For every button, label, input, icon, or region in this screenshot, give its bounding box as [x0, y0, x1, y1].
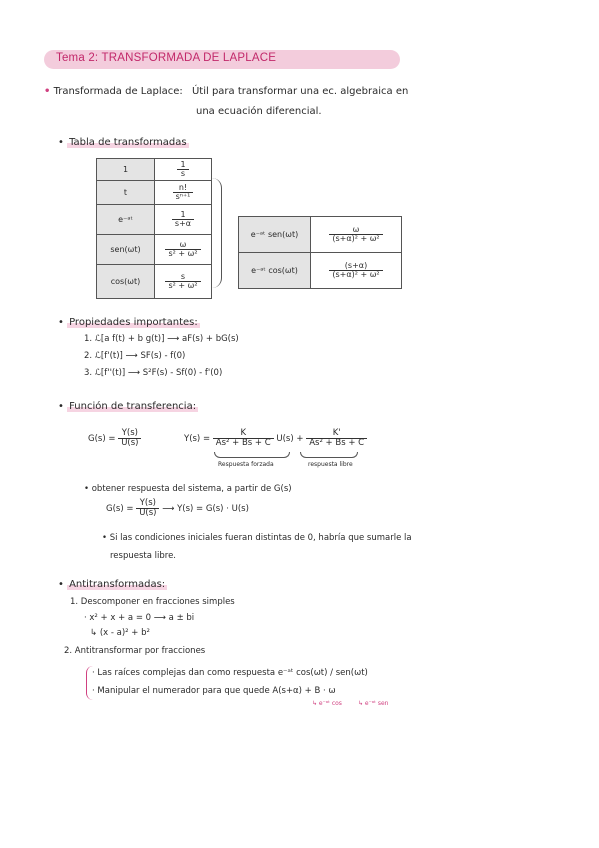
response-eq: Y(s) = $\frac{K}{\text{As² + Bs + C}}$ U(s) + $\frac{K'}{\text{As² + Bs + C}}$: [184, 429, 367, 448]
page-title: Tema 2: TRANSFORMADA DE LAPLACE: [56, 52, 277, 64]
table-cell-f: 1: [97, 159, 155, 181]
table-row: [239, 253, 402, 289]
properties-title: • Propiedades importantes:: [58, 317, 198, 328]
intro-line-1: Útil para transformar una ec. algebraica en: [191, 86, 409, 97]
laplace-table-damped: [238, 216, 402, 289]
label-forced: Respuesta forzada: [218, 461, 274, 468]
bullet-obtain-text: obtener respuesta del sistema, a partir de G(s): [91, 484, 292, 494]
table-cell-f: e⁻ᵃᵗ sen(ωt): [239, 217, 311, 253]
anti-step-1a: · x² + x + a = 0 ⟶ a ± bi: [84, 613, 195, 623]
table-cell-f: t: [97, 181, 155, 205]
bullet-ic-line-1: Si las condiciones iniciales fueran distintas de 0, habría que sumarle la: [109, 533, 412, 543]
bullet-initial-conditions: • Si las condiciones iniciales fueran distintas de 0, habría que sumarle la: [102, 533, 412, 543]
table-cell-F: $\frac{\omega}{\text{(s+α)² + ω²}}$: [311, 217, 402, 253]
anti-note-1: · Las raíces complejas dan como respuesta e⁻ᵃᵗ cos(ωt) / sen(ωt): [92, 668, 368, 678]
intro-line-2: una ecuación diferencial.: [196, 106, 322, 117]
property-item: 2. ℒ[f'(t)] ⟶ SF(s) - f(0): [84, 351, 186, 361]
table-title-text: Tabla de transformadas: [69, 137, 187, 148]
anti-note-a: ↳ e⁻ᵃᵗ cos: [312, 700, 342, 707]
table-section-title: • Tabla de transformadas: [58, 137, 187, 148]
property-item: 3. ℒ[f''(t)] ⟶ S²F(s) - Sf(0) - f'(0): [84, 368, 223, 378]
table-cell-F: $\frac{n!}{\text{sⁿ⁺¹}}$: [155, 181, 212, 205]
table-cell-F: $\frac{s}{\text{s² + ω²}}$: [155, 265, 212, 299]
anti-title-text: Antitransformadas:: [69, 579, 166, 590]
underbrace-free: [300, 452, 358, 458]
label-free: respuesta libre: [308, 461, 353, 468]
bullet-ic-line-2: respuesta libre.: [110, 551, 177, 561]
laplace-table-basic: [96, 158, 212, 299]
bullet-intro: [44, 86, 408, 97]
anti-note-2: · Manipular el numerador para que quede A(s+α) + B · ω: [92, 686, 336, 696]
table-cell-f: sen(ωt): [97, 235, 155, 265]
table-cell-f: cos(ωt): [97, 265, 155, 299]
properties-title-text: Propiedades importantes:: [69, 317, 198, 328]
response-from-g-eq: G(s) = $\frac{Y(s)}{U(s)}$ ⟶ Y(s) = G(s) · U(s): [106, 498, 249, 518]
table-row: [239, 217, 402, 253]
transfer-title-text: Función de transferencia:: [69, 401, 197, 412]
anti-step-2: 2. Antitransformar por fracciones: [64, 646, 206, 656]
bullet-obtain: • obtener respuesta del sistema, a partir de G(s): [84, 484, 292, 494]
table-cell-F: $\frac{\omega}{\text{s² + ω²}}$: [155, 235, 212, 265]
table-row: [97, 181, 212, 205]
transfer-title: • Función de transferencia:: [58, 401, 197, 412]
anti-note-b: ↳ e⁻ᵃᵗ sen: [358, 700, 389, 707]
table-cell-f: e⁻ᵃᵗ cos(ωt): [239, 253, 311, 289]
table-row: [97, 265, 212, 299]
anti-step-1: 1. Descomponer en fracciones simples: [70, 597, 235, 607]
table-cell-F: $\frac{1}{s+\alpha}$: [155, 205, 212, 235]
table-cell-F: $\frac{(s+\alpha)}{\text{(s+α)² + ω²}}$: [311, 253, 402, 289]
anti-title: • Antitransformadas:: [58, 579, 166, 590]
underbrace-forced: [214, 452, 290, 458]
table-cell-f: e⁻ᵃᵗ: [97, 205, 155, 235]
table-row: [97, 235, 212, 265]
curly-brace: [212, 178, 222, 288]
table-row: [97, 205, 212, 235]
property-item: 1. ℒ[a f(t) + b g(t)] ⟶ aF(s) + bG(s): [84, 334, 239, 344]
transfer-function-eq: G(s) = $\frac{Y(s)}{U(s)}$: [88, 429, 141, 448]
bullet-dot: •: [44, 86, 51, 97]
table-row: [97, 159, 212, 181]
anti-step-1b: ↳ (x - a)² + b²: [90, 628, 150, 638]
intro-label: Transformada de Laplace:: [53, 86, 183, 97]
table-cell-F: $\frac{1}{s}$: [155, 159, 212, 181]
